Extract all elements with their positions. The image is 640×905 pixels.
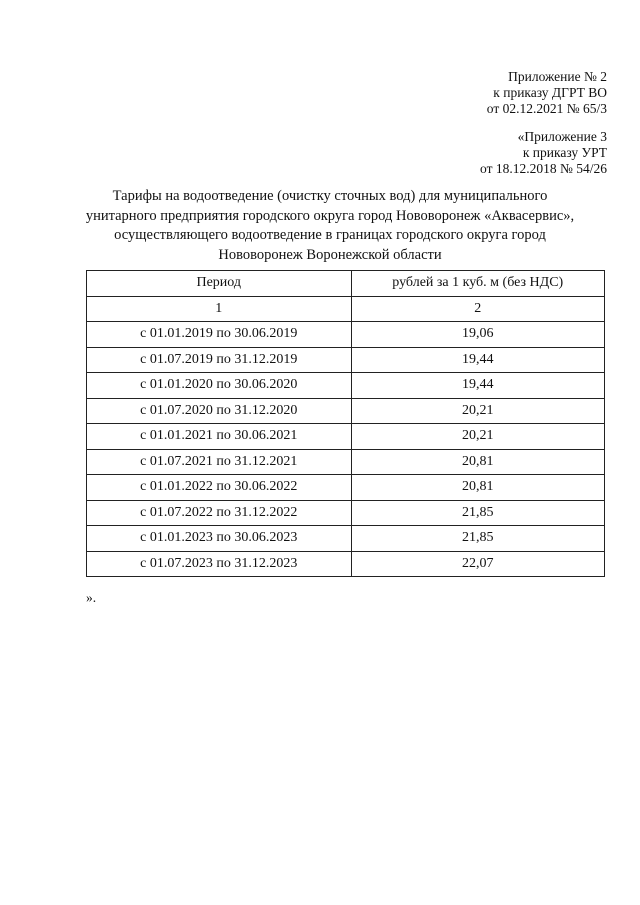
price-cell: 19,06 xyxy=(351,322,604,348)
period-cell: с 01.07.2023 по 31.12.2023 xyxy=(87,551,352,577)
table-row xyxy=(87,475,605,501)
price-cell: 19,44 xyxy=(351,373,604,399)
document-title-line-4: Нововоронеж Воронежской области xyxy=(218,246,442,263)
period-cell: с 01.01.2021 по 30.06.2021 xyxy=(87,424,352,450)
column-number-period: 1 xyxy=(87,296,352,322)
appendix-original-line-1: «Приложение 3 xyxy=(517,129,607,144)
period-cell: с 01.07.2019 по 31.12.2019 xyxy=(87,347,352,373)
table-row xyxy=(87,398,605,424)
price-cell: 19,44 xyxy=(351,347,604,373)
appendix-original-line-2: к приказу УРТ xyxy=(522,145,607,160)
table-row xyxy=(87,322,605,348)
table-row xyxy=(87,526,605,552)
appendix-original-reference xyxy=(480,129,607,177)
appendix-current-line-1: Приложение № 2 xyxy=(508,69,607,84)
period-cell: с 01.01.2023 по 30.06.2023 xyxy=(87,526,352,552)
header-price: рублей за 1 куб. м (без НДС) xyxy=(351,271,604,297)
document-title xyxy=(60,187,600,265)
appendix-current-line-2: к приказу ДГРТ ВО xyxy=(493,85,607,100)
table-row xyxy=(87,449,605,475)
period-cell: с 01.01.2022 по 30.06.2022 xyxy=(87,475,352,501)
price-cell: 21,85 xyxy=(351,526,604,552)
document-title-line-1: Тарифы на водоотведение (очистку сточных вод) для муниципального xyxy=(112,188,548,204)
document-title-line-3: осуществляющего водоотведение в границах городского округа город xyxy=(114,227,546,243)
price-cell: 21,85 xyxy=(351,500,604,526)
table-row xyxy=(87,500,605,526)
price-cell: 20,81 xyxy=(351,449,604,475)
document-title-line-2: унитарного предприятия городского округа город Нововоронеж «Аквасервис», xyxy=(85,207,575,224)
period-cell: с 01.07.2020 по 31.12.2020 xyxy=(87,398,352,424)
appendix-current-reference xyxy=(487,69,607,117)
table-column-number-row xyxy=(87,296,605,322)
closing-quote-mark: ». xyxy=(86,590,97,605)
table-row xyxy=(87,347,605,373)
table-row xyxy=(87,551,605,577)
period-cell: с 01.01.2020 по 30.06.2020 xyxy=(87,373,352,399)
price-cell: 20,21 xyxy=(351,424,604,450)
period-cell: с 01.01.2019 по 30.06.2019 xyxy=(87,322,352,348)
table-header-row xyxy=(87,271,605,297)
column-number-price: 2 xyxy=(351,296,604,322)
appendix-original-line-3: от 18.12.2018 № 54/26 xyxy=(480,161,607,176)
period-cell: с 01.07.2021 по 31.12.2021 xyxy=(87,449,352,475)
period-cell: с 01.07.2022 по 31.12.2022 xyxy=(87,500,352,526)
tariff-table xyxy=(86,270,605,577)
appendix-current-line-3: от 02.12.2021 № 65/3 xyxy=(486,101,607,116)
table-row xyxy=(87,373,605,399)
table-row xyxy=(87,424,605,450)
price-cell: 22,07 xyxy=(351,551,604,577)
header-period: Период xyxy=(87,271,352,297)
price-cell: 20,81 xyxy=(351,475,604,501)
price-cell: 20,21 xyxy=(351,398,604,424)
